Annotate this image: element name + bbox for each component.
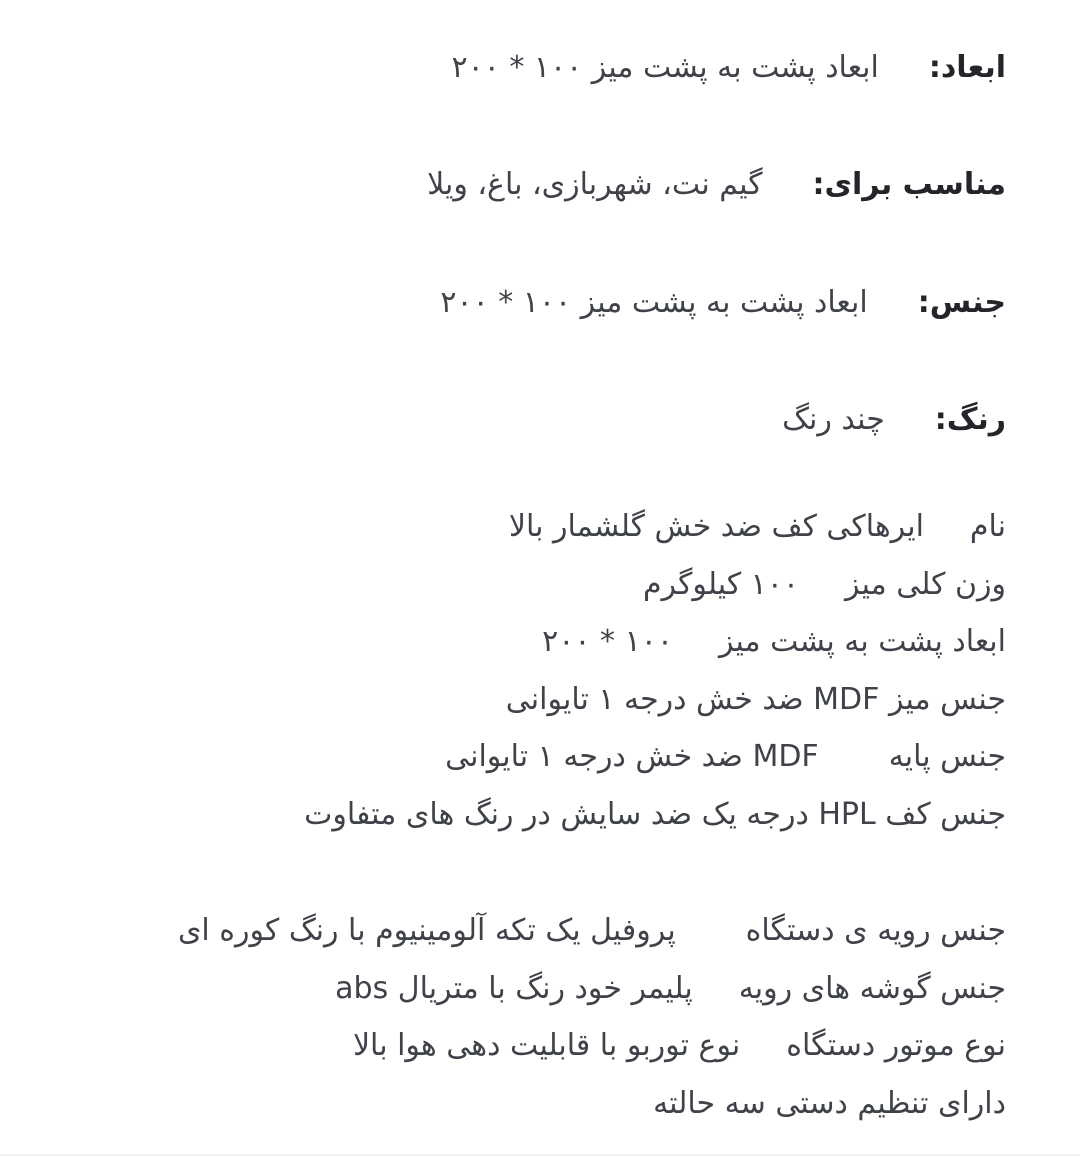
spec-line xyxy=(542,622,1006,662)
divider xyxy=(0,1154,1080,1156)
spec-line xyxy=(304,795,1006,835)
attribute-value: چند رنگ xyxy=(782,402,885,437)
spec-line xyxy=(178,911,1006,951)
attribute-value: گیم نت، شهربازی، باغ، ویلا xyxy=(427,167,763,202)
spec-key: جنس پایه xyxy=(888,739,1006,774)
spec-value: ۱۰۰ کیلوگرم xyxy=(642,567,800,602)
spec-line xyxy=(445,737,1006,777)
spec-line xyxy=(506,680,1006,720)
spec-key: جنس رویه ی دستگاه xyxy=(745,913,1006,948)
spec-line xyxy=(353,1026,1006,1066)
attribute-value: ابعاد پشت به پشت میز ۱۰۰ * ۲۰۰ xyxy=(451,50,879,85)
spec-line xyxy=(509,507,1006,547)
attribute-label: رنگ: xyxy=(934,402,1006,437)
attribute-label: مناسب برای: xyxy=(812,167,1006,202)
attribute-label: ابعاد: xyxy=(928,50,1006,85)
attribute-row-material xyxy=(440,283,1006,323)
attribute-row-suitable-for xyxy=(427,165,1006,205)
spec-key: جنس میز xyxy=(888,682,1006,717)
attribute-value: ابعاد پشت به پشت میز ۱۰۰ * ۲۰۰ xyxy=(440,285,868,320)
spec-value: MDF ضد خش درجه ۱ تایوانی xyxy=(505,682,880,717)
spec-key: جنس کف xyxy=(885,797,1006,832)
spec-line xyxy=(653,1084,1006,1124)
spec-line xyxy=(643,565,1006,605)
spec-value: پلیمر خود رنگ با متریال abs xyxy=(335,971,693,1006)
spec-key: دارای تنظیم دستی سه حالته xyxy=(653,1086,1006,1121)
spec-key: نام xyxy=(969,509,1006,544)
spec-value: MDF ضد خش درجه ۱ تایوانی xyxy=(445,739,819,774)
attribute-row-dimensions xyxy=(452,48,1007,88)
attribute-label: جنس: xyxy=(917,285,1006,320)
spec-key: ابعاد پشت به پشت میز xyxy=(718,624,1006,659)
spec-value: پروفیل یک تکه آلومینیوم با رنگ کوره ای xyxy=(177,913,676,948)
spec-key: نوع موتور دستگاه xyxy=(786,1028,1006,1063)
spec-key: جنس گوشه های رویه xyxy=(738,971,1006,1006)
spec-key: وزن کلی میز xyxy=(845,567,1006,602)
spec-value: HPL درجه یک ضد سایش در رنگ های متفاوت xyxy=(304,797,876,832)
spec-line xyxy=(335,969,1006,1009)
spec-value: نوع توربو با قابلیت دهی هوا بالا xyxy=(352,1028,741,1063)
spec-value: ایرهاکی کف ضد خش گلشمار بالا xyxy=(508,509,924,544)
attribute-row-color xyxy=(782,400,1006,440)
spec-value: ۱۰۰ * ۲۰۰ xyxy=(542,624,673,659)
